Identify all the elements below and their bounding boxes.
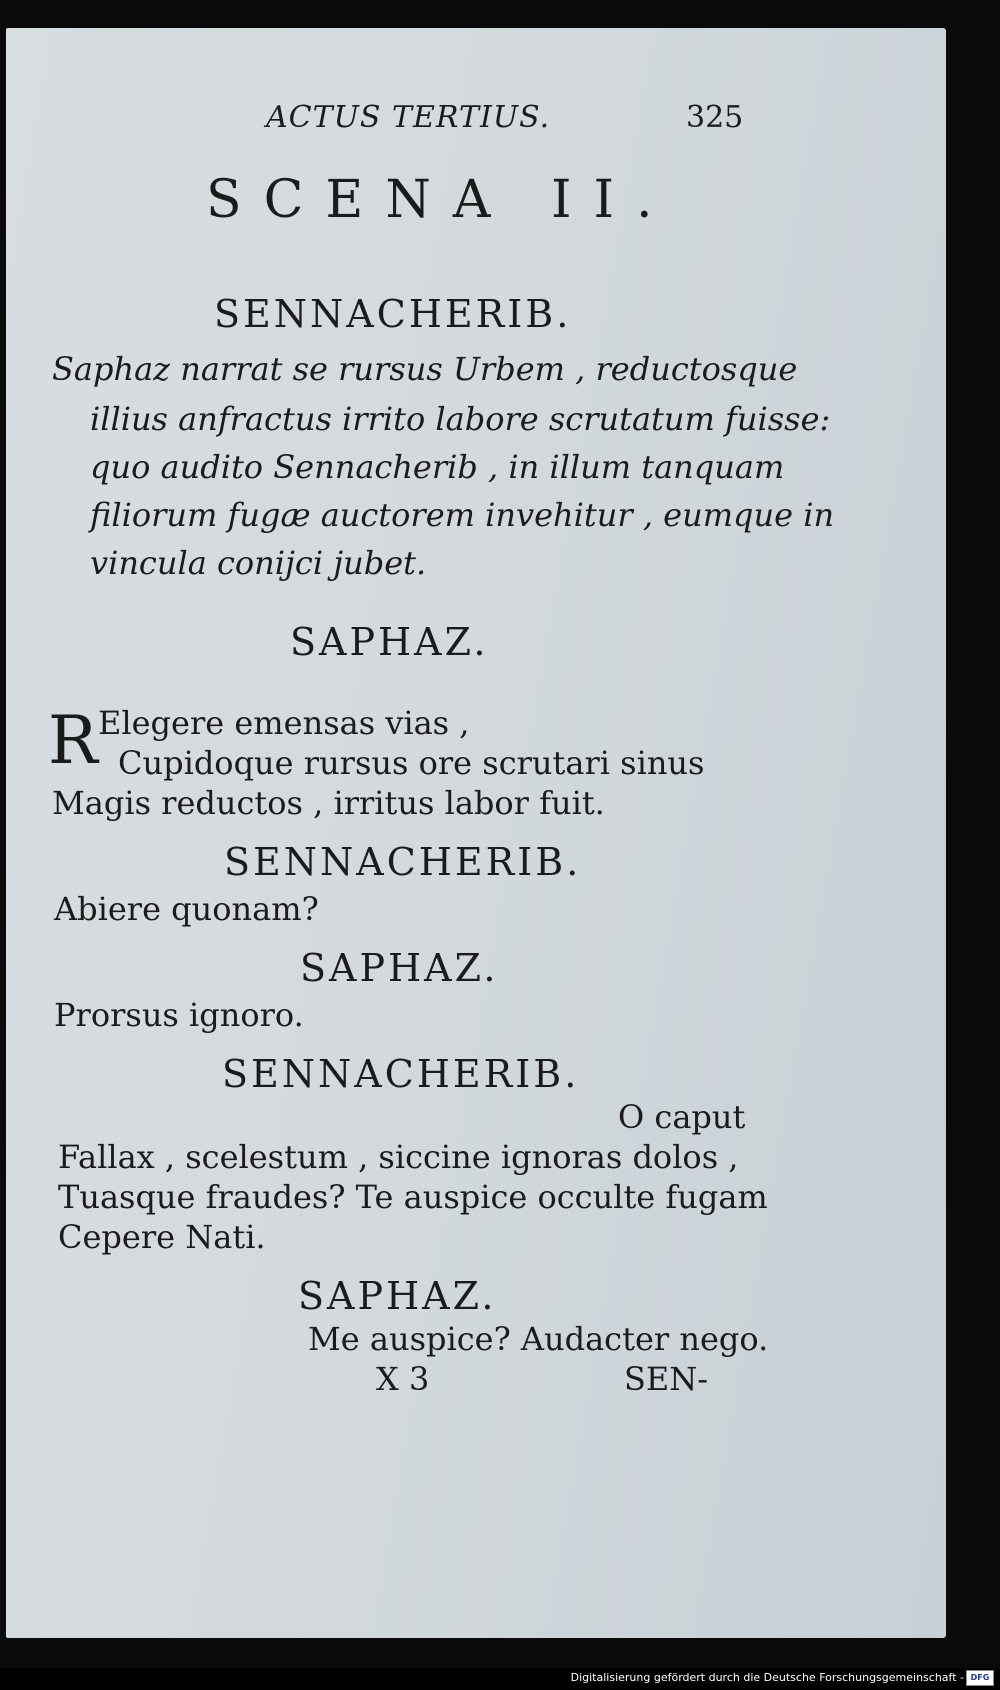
verse-line: Fallax , scelestum , siccine ignoras dolos , [58,1138,739,1176]
argument-line: quo audito Sennacherib , in illum tanquam [90,448,785,486]
signature-mark: X 3 [376,1360,430,1398]
argument-speaker: SENNACHERIB. [214,292,572,336]
speaker-name: SENNACHERIB. [224,840,582,884]
verse-line: Elegere emensas vias , [98,704,470,742]
show-through-text [126,268,136,303]
verse-line: O caput [618,1098,746,1136]
speaker-name: SENNACHERIB. [222,1052,580,1096]
verse-line: Magis reductos , irritus labor fuit. [52,784,605,822]
speaker-name: SAPHAZ. [300,946,499,990]
argument-line: illius anfractus irrito labore scrutatum fuisse: [90,400,831,438]
book-page [6,28,946,1638]
argument-line: filiorum fugæ auctorem invehitur , eumque in [90,496,835,534]
running-head: ACTUS TERTIUS. [266,100,551,135]
verse-line: Prorsus ignoro. [54,996,304,1034]
drop-capital: R [48,702,98,779]
dfg-logo: DFG [966,1670,994,1686]
verse-line: Me auspice? Audacter nego. [308,1320,769,1358]
catchword: SEN- [624,1360,709,1398]
verse-line: Abiere quonam? [54,890,319,928]
speaker-name: SAPHAZ. [290,620,489,664]
argument-line: Saphaz narrat se rursus Urbem , reductosque [52,350,798,388]
scene-title: SCENA II. [206,170,675,230]
speaker-name: SAPHAZ. [298,1274,497,1318]
footer-credit: Digitalisierung gefördert durch die Deutsche Forschungsgemeinschaft - [570,1671,964,1684]
verse-line: Cepere Nati. [58,1218,266,1256]
verse-line: Cupidoque rursus ore scrutari sinus [118,744,705,782]
verse-line: Tuasque fraudes? Te auspice occulte fugam [58,1178,768,1216]
argument-line: vincula conijci jubet. [90,544,427,582]
folio: 325 [686,100,744,135]
